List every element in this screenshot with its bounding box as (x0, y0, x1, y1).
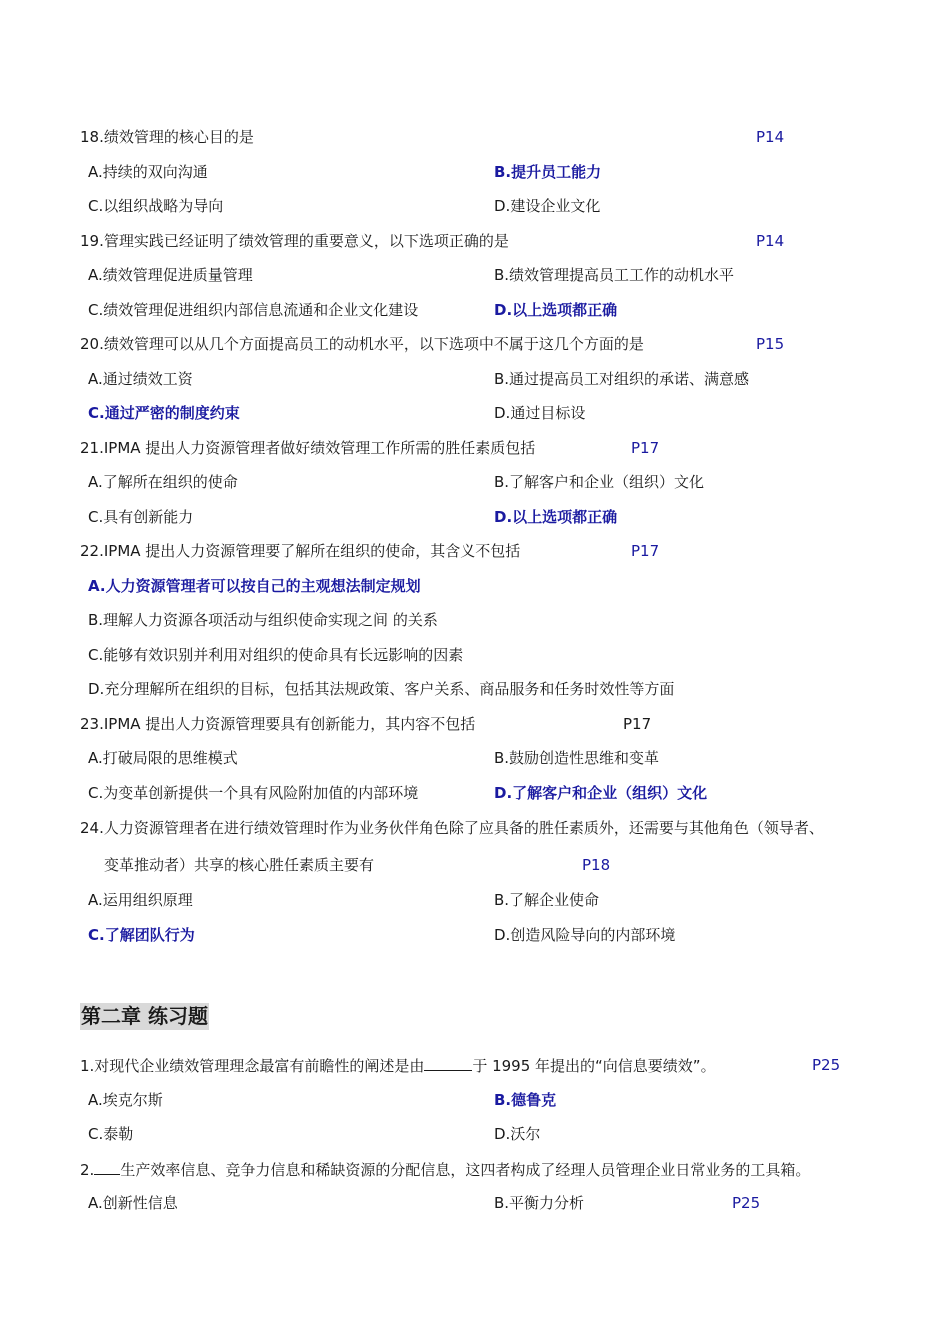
option-24-a: A.运用组织原理 (88, 891, 193, 909)
option-18-b-answer: B.提升员工能力 (494, 163, 602, 181)
option-24-c-answer: C.了解团队行为 (88, 926, 195, 944)
question-22: 22.IPMA 提出人力资源管理要了解所在组织的使命，其含义不包括 (80, 542, 521, 560)
question-2-text: 生产效率信息、竞争力信息和稀缺资源的分配信息，这四者构成了经理人员管理企业日常业务的工具箱。 (120, 1161, 811, 1179)
page-ref-20: P15 (756, 335, 785, 353)
page-ref-23: P17 (623, 715, 652, 733)
option-21-b: B.了解客户和企业（组织）文化 (494, 473, 705, 491)
page-ref-22: P17 (631, 542, 660, 560)
option-24-b: B.了解企业使命 (494, 891, 600, 909)
option-19-c: C.绩效管理促进组织内部信息流通和企业文化建设 (88, 301, 419, 319)
fill-blank (94, 1159, 120, 1175)
option-21-a: A.了解所在组织的使命 (88, 473, 238, 491)
chapter2-question-1 (80, 1055, 716, 1076)
page-ref-21: P17 (631, 439, 660, 457)
question-24-line-1: 24.人力资源管理者在进行绩效管理时作为业务伙伴角色除了应具备的胜任素质外，还需要与其他角色（领导者、 (80, 819, 824, 837)
option-20-b: B.通过提高员工对组织的承诺、满意感 (494, 370, 750, 388)
option-23-b: B.鼓励创造性思维和变革 (494, 749, 660, 767)
question-23: 23.IPMA 提出人力资源管理要具有创新能力，其内容不包括 (80, 715, 476, 733)
option-c1-c: C.泰勒 (88, 1125, 134, 1143)
question-18: 18.绩效管理的核心目的是 (80, 128, 254, 146)
option-c1-d: D.沃尔 (494, 1125, 541, 1143)
option-19-a: A.绩效管理促进质量管理 (88, 266, 253, 284)
question-24-line-2: 变革推动者）共享的核心胜任素质主要有 (104, 856, 375, 874)
option-19-d-answer: D.以上选项都正确 (494, 301, 618, 319)
page-ref-c1: P25 (812, 1056, 841, 1074)
option-23-a: A.打破局限的思维模式 (88, 749, 238, 767)
option-21-d-answer: D.以上选项都正确 (494, 508, 618, 526)
option-19-b: B.绩效管理提高员工工作的动机水平 (494, 266, 735, 284)
question-19: 19.管理实践已经证明了绩效管理的重要意义，以下选项正确的是 (80, 232, 509, 250)
option-24-d: D.创造风险导向的内部环境 (494, 926, 676, 944)
question-1-text-start: 1.对现代企业绩效管理理念最富有前瞻性的阐述是由 (80, 1057, 425, 1075)
page-ref-19: P14 (756, 232, 785, 250)
option-18-d: D.建设企业文化 (494, 197, 601, 215)
page-ref-18: P14 (756, 128, 785, 146)
option-c2-a: A.创新性信息 (88, 1194, 178, 1212)
option-20-c-answer: C.通过严密的制度约束 (88, 404, 240, 422)
option-22-b: B.理解人力资源各项活动与组织使命实现之间 的关系 (88, 611, 438, 629)
option-c1-a: A.埃克尔斯 (88, 1091, 163, 1109)
option-20-d: D.通过目标设 (494, 404, 586, 422)
page-ref-c2: P25 (732, 1194, 761, 1212)
option-18-a: A.持续的双向沟通 (88, 163, 208, 181)
question-1-text-end: 于 1995 年提出的“向信息要绩效”。 (472, 1057, 716, 1075)
option-18-c: C.以组织战略为导向 (88, 197, 224, 215)
option-23-d-answer: D.了解客户和企业（组织）文化 (494, 784, 708, 802)
option-c2-b: B.平衡力分析 (494, 1194, 585, 1212)
chapter2-question-2 (80, 1159, 810, 1180)
option-c1-b-answer: B.德鲁克 (494, 1091, 557, 1109)
fill-blank (424, 1055, 472, 1071)
option-23-c: C.为变革创新提供一个具有风险附加值的内部环境 (88, 784, 419, 802)
option-22-d: D.充分理解所在组织的目标，包括其法规政策、客户关系、商品服务和任务时效性等方面 (88, 680, 675, 698)
chapter-heading: 第二章 练习题 (81, 1004, 208, 1028)
option-21-c: C.具有创新能力 (88, 508, 194, 526)
question-2-number: 2. (80, 1161, 95, 1179)
question-20: 20.绩效管理可以从几个方面提高员工的动机水平，以下选项中不属于这几个方面的是 (80, 335, 644, 353)
question-21: 21.IPMA 提出人力资源管理者做好绩效管理工作所需的胜任素质包括 (80, 439, 536, 457)
page-ref-24: P18 (582, 856, 611, 874)
option-20-a: A.通过绩效工资 (88, 370, 193, 388)
option-22-a-answer: A.人力资源管理者可以按自己的主观想法制定规划 (88, 577, 421, 595)
option-22-c: C.能够有效识别并利用对组织的使命具有长远影响的因素 (88, 646, 464, 664)
